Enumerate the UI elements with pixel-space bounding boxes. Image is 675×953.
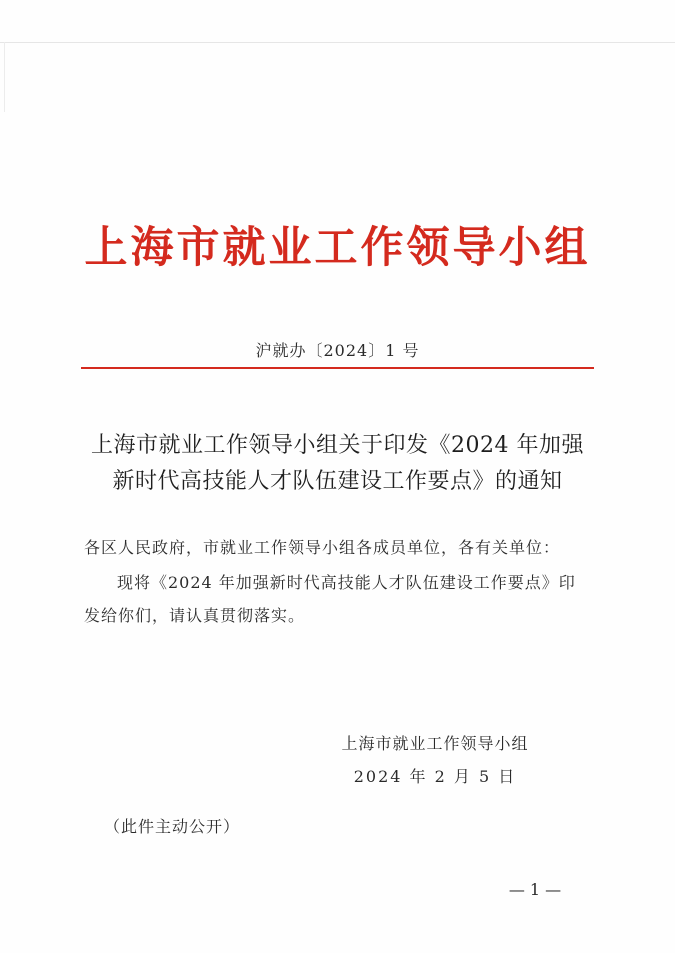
document-title	[70, 428, 605, 500]
document-number: 沪就办〔2024〕1 号	[255, 341, 420, 360]
document-title-line-1: 上海市就业工作领导小组关于印发《2024 年加强	[91, 433, 584, 458]
page-number: — 1 —	[508, 880, 562, 899]
body-paragraph-line-2: 发给你们，请认真贯彻落实。	[84, 606, 306, 625]
red-separator-rule	[81, 367, 594, 369]
body-paragraph-line-1: 现将《2024 年加强新时代高技能人才队伍建设工作要点》印	[117, 573, 576, 592]
signature-organization: 上海市就业工作领导小组	[341, 734, 529, 753]
salutation: 各区人民政府，市就业工作领导小组各成员单位，各有关单位：	[84, 538, 561, 557]
signature-date: 2024 年 2 月 5 日	[353, 767, 517, 786]
document-title-line-2: 新时代高技能人才队伍建设工作要点》的通知	[112, 469, 563, 494]
issuing-organization-header: 上海市就业工作领导小组	[84, 223, 591, 273]
body-paragraph	[84, 566, 596, 632]
scan-edge-line	[0, 42, 675, 43]
disclosure-note: （此件主动公开）	[104, 817, 241, 836]
scan-edge-mark	[4, 42, 5, 112]
